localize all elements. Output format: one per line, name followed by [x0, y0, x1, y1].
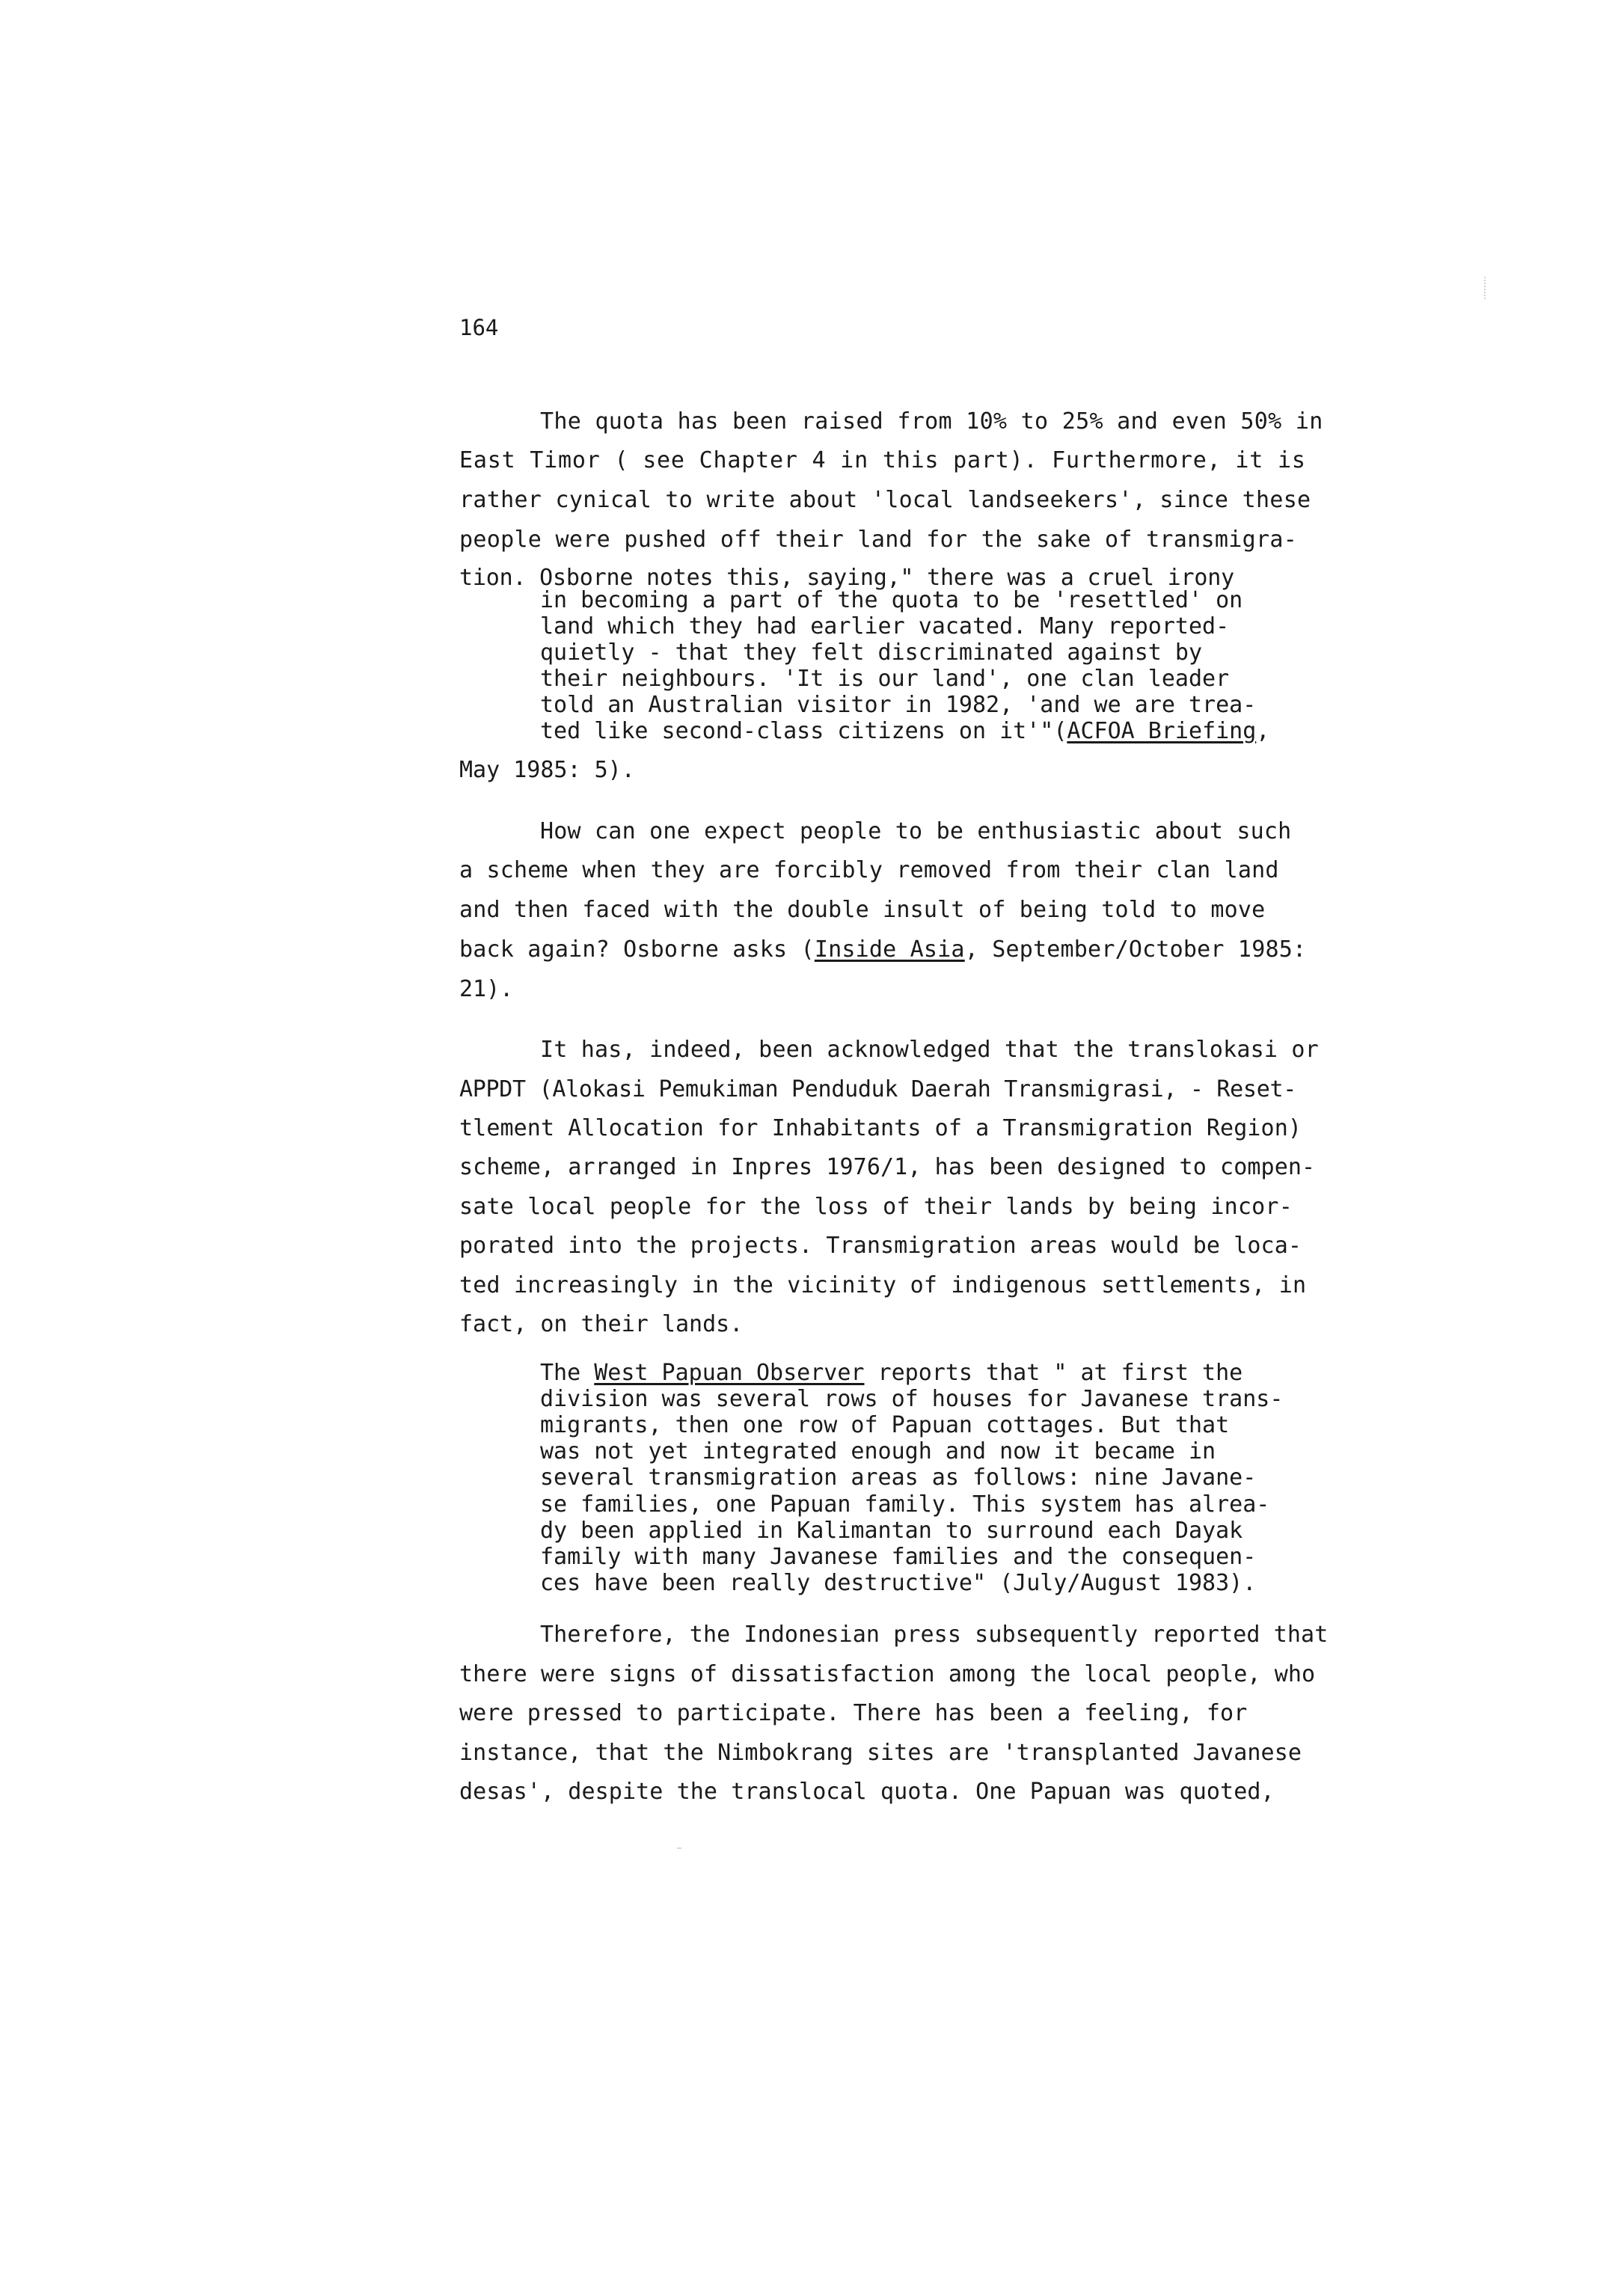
- quote-2-line: was not yet integrated enough and now it became in: [540, 1438, 1216, 1464]
- paragraph-4-line: Therefore, the Indonesian press subsequently reported that: [540, 1622, 1329, 1648]
- citation-acfoa-briefing: ACFOA Briefing: [1067, 718, 1257, 744]
- quote-2-line: dy been applied in Kalimantan to surround each Dayak: [540, 1518, 1243, 1544]
- paragraph-3-line: tlement Allocation for Inhabitants of a Transmigration Region): [459, 1115, 1302, 1141]
- paragraph-1-line: East Timor ( see Chapter 4 in this part). Furthermore, it is: [459, 447, 1306, 473]
- paragraph-1-line: The quota has been raised from 10% to 25% and even 50% in: [540, 408, 1323, 435]
- paragraph-3-line: scheme, arranged in Inpres 1976/1, has been designed to compen-: [459, 1154, 1316, 1180]
- quote-1-end: May 1985: 5).: [459, 757, 635, 783]
- paragraph-2-text: , September/October 1985:: [964, 936, 1307, 963]
- quote-1-line: quietly - that they felt discriminated against by: [540, 639, 1203, 666]
- quote-1-last-line: [540, 718, 1269, 745]
- paragraph-4-line: there were signs of dissatisfaction among the local people, who: [459, 1661, 1316, 1687]
- quote-2-line: family with many Javanese families and the consequen-: [540, 1544, 1257, 1570]
- scan-speck: [1484, 277, 1487, 299]
- paragraph-2-line: and then faced with the double insult of being told to move: [459, 897, 1266, 923]
- quote-2-text: reports that " at first the: [864, 1360, 1243, 1386]
- quote-1-line: told an Australian visitor in 1982, 'and we are trea-: [540, 692, 1257, 718]
- quote-2-first-line: [540, 1360, 1242, 1387]
- quote-1-line: land which they had earlier vacated. Many reported-: [540, 613, 1230, 639]
- paragraph-2-line: a scheme when they are forcibly removed from their clan land: [459, 857, 1279, 883]
- quote-2-text: The: [540, 1360, 595, 1386]
- paragraph-3-line: APPDT (Alokasi Pemukiman Penduduk Daerah Transmigrasi, - Reset-: [459, 1076, 1296, 1102]
- citation-inside-asia: Inside Asia: [814, 936, 965, 963]
- paragraph-3-line: ted increasingly in the vicinity of indigenous settlements, in: [459, 1272, 1307, 1298]
- quote-1-line: their neighbours. 'It is our land', one clan leader: [540, 666, 1230, 692]
- paragraph-2-text: back again? Osborne asks (: [459, 936, 815, 963]
- paragraph-3-line: sate local people for the loss of their lands by being incor-: [459, 1194, 1293, 1220]
- citation-comma: ,: [1256, 718, 1270, 744]
- quote-1-text: ted like second-class citizens on it'"(: [540, 718, 1067, 744]
- paragraph-2-line: How can one expect people to be enthusiastic about such: [540, 818, 1292, 844]
- quote-2-line: se families, one Papuan family. This system has alrea-: [540, 1491, 1270, 1518]
- paragraph-1-line: rather cynical to write about 'local landseekers', since these: [459, 487, 1311, 513]
- paragraph-2-line: [459, 935, 1306, 965]
- quote-2-line: migrants, then one row of Papuan cottages. But that: [540, 1412, 1230, 1438]
- paragraph-3-line: It has, indeed, been acknowledged that the translokasi or: [540, 1037, 1319, 1063]
- quote-1-line: in becoming a part of the quota to be 'resettled' on: [540, 587, 1243, 613]
- citation-west-papuan-observer: West Papuan Observer: [594, 1360, 865, 1386]
- scan-speck: [677, 1847, 681, 1849]
- paragraph-3-line: fact, on their lands.: [459, 1311, 744, 1337]
- paragraph-4-line: desas', despite the translocal quota. One Papuan was quoted,: [459, 1779, 1275, 1805]
- page-number: 164: [459, 315, 499, 340]
- paragraph-4-line: instance, that the Nimbokrang sites are 'transplanted Javanese: [459, 1740, 1302, 1766]
- paragraph-3-line: porated into the projects. Transmigration areas would be loca-: [459, 1233, 1302, 1259]
- quote-2-line: division was several rows of houses for Javanese trans-: [540, 1386, 1284, 1412]
- paragraph-2-end: 21).: [459, 976, 514, 1002]
- paragraph-4-line: were pressed to participate. There has been a feeling, for: [459, 1700, 1248, 1726]
- quote-2-line: several transmigration areas as follows: nine Javane-: [540, 1464, 1257, 1491]
- paragraph-1-line: people were pushed off their land for the sake of transmigra-: [459, 527, 1298, 553]
- quote-2-line: ces have been really destructive" (July/August 1983).: [540, 1570, 1257, 1596]
- paragraph-1-line: tion. Osborne notes this, saying," there was a cruel irony: [459, 565, 1234, 591]
